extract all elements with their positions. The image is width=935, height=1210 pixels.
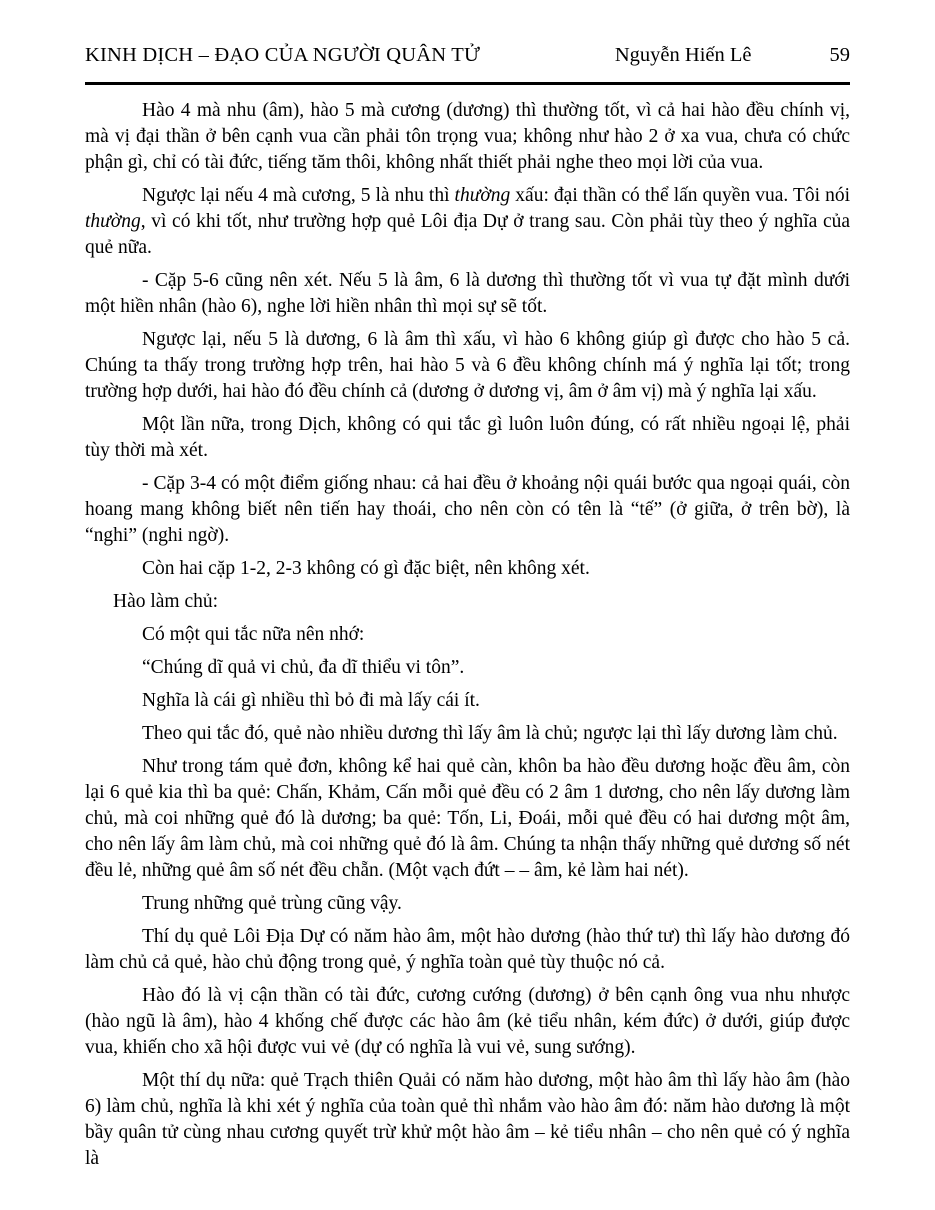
page-header (0, 0, 935, 67)
paragraph-15 (85, 924, 850, 976)
text-segment: Một lần nữa, trong Dịch, không có qui tắc gì luôn luôn đúng, có rất nhiều ngoại lệ, phải tùy thời mà xét. (85, 414, 850, 461)
text-segment: Có một qui tắc nữa nên nhớ: (142, 624, 365, 645)
paragraph-12 (85, 721, 850, 747)
text-segment: Một thí dụ nữa: quẻ Trạch thiên Quải có năm hào dương, một hào âm thì lấy hào âm (hào 6) làm chủ, nghĩa là khi xét ý nghĩa của toàn quẻ thì nhắm vào hào âm đó: năm hào dương là một bầy quân tử cùng nhau cương quyết trừ khử một hào âm – kẻ tiểu nhân – cho nên quẻ có ý nghĩa là (85, 1070, 850, 1169)
text-segment: - Cặp 5-6 cũng nên xét. Nếu 5 là âm, 6 là dương thì thường tốt vì vua tự đặt mình dưới một hiền nhân (hào 6), nghe lời hiền nhân thì mọi sự sẽ tốt. (85, 270, 850, 317)
italic-text-segment: thường (85, 211, 141, 232)
page-body (0, 85, 935, 1172)
paragraph-2 (85, 183, 850, 261)
paragraph-3 (85, 268, 850, 320)
text-segment: - Cặp 3-4 có một điểm giống nhau: cả hai đều ở khoảng nội quái bước qua ngoại quái, còn hoang mang không biết nên tiến hay thoái, cho nên còn có tên là “tế” (ở giữa, ở trên bờ), là “nghi” (nghi ngờ). (85, 473, 850, 546)
page-number: 59 (829, 44, 850, 66)
text-segment: Thí dụ quẻ Lôi Địa Dự có năm hào âm, một hào dương (hào thứ tư) thì lấy hào dương đó làm chủ cả quẻ, hào chủ động trong quẻ, ý nghĩa toàn quẻ tùy thuộc nó cả. (85, 926, 850, 973)
paragraph-5 (85, 412, 850, 464)
paragraph-17 (85, 1068, 850, 1172)
paragraph-9 (85, 622, 850, 648)
text-segment: Theo qui tắc đó, quẻ nào nhiều dương thì lấy âm là chủ; ngược lại thì lấy dương làm chủ. (142, 723, 838, 744)
paragraph-4 (85, 327, 850, 405)
text-segment: “Chúng dĩ quả vi chủ, đa dĩ thiểu vi tôn”. (142, 657, 465, 678)
text-segment: Ngược lại, nếu 5 là dương, 6 là âm thì xấu, vì hào 6 không giúp gì được cho hào 5 cả. Chúng ta thấy trong trường hợp trên, hai hào 5 và 6 đều không chính má ý nghĩa lại tốt; trong trường hợp dưới, hai hào đó đều chính cả (dương ở dương vị, âm ở âm vị) mà ý nghĩa lại xấu. (85, 329, 850, 402)
text-segment: Ngược lại nếu 4 mà cương, 5 là nhu thì (142, 185, 455, 206)
paragraph-1 (85, 98, 850, 176)
paragraph-7 (85, 556, 850, 582)
paragraph-11 (85, 688, 850, 714)
text-segment: Hào 4 mà nhu (âm), hào 5 mà cương (dương) thì thường tốt, vì cả hai hào đều chính vị, mà vị đại thần ở bên cạnh vua cần phải tôn trọng vua; không như hào 2 ở xa vua, chưa có chức phận gì, chỉ có tài đức, tiếng tăm thôi, không nhất thiết phải nghe theo mọi lời của vua. (85, 100, 850, 173)
text-segment: , vì có khi tốt, như trường hợp quẻ Lôi địa Dự ở trang sau. Còn phải tùy theo ý nghĩa của quẻ nữa. (85, 211, 850, 258)
text-segment: Như trong tám quẻ đơn, không kể hai quẻ càn, khôn ba hào đều dương hoặc đều âm, còn lại 6 quẻ kia thì ba quẻ: Chấn, Khảm, Cấn mỗi quẻ đều có 2 âm 1 dương, cho nên lấy dương làm chủ, mà coi những quẻ đó là dương; ba quẻ: Tốn, Li, Đoái, mỗi quẻ đều có hai dương một âm, cho nên lấy âm làm chủ, mà coi những quẻ đó là âm. Chúng ta nhận thấy những quẻ dương số nét đều lẻ, những quẻ âm số nét đều chẵn. (Một vạch đứt – – âm, kẻ làm hai nét). (85, 756, 850, 881)
text-segment: Hào đó là vị cận thần có tài đức, cương cướng (dương) ở bên cạnh ông vua nhu nhược (hào ngũ là âm), hào 4 khống chế được các hào âm (kẻ tiểu nhân, kém đức) ở dưới, giúp được vua, khiến cho xã hội được vui vẻ (dự có nghĩa là vui vẻ, sung sướng). (85, 985, 850, 1058)
paragraph-14 (85, 891, 850, 917)
paragraph-13 (85, 754, 850, 884)
author-name: Nguyễn Hiến Lê (614, 44, 752, 66)
book-title: KINH DỊCH – ĐẠO CỦA NGƯỜI QUÂN TỬ (85, 44, 481, 66)
text-segment: Trung những quẻ trùng cũng vậy. (142, 893, 402, 914)
paragraph-16 (85, 983, 850, 1061)
text-segment: xấu: đại thần có thể lấn quyền vua. Tôi nói (510, 185, 850, 206)
text-segment: Hào làm chủ: (113, 591, 219, 612)
italic-text-segment: thường (454, 185, 511, 206)
paragraph-6 (85, 471, 850, 549)
text-segment: Còn hai cặp 1-2, 2-3 không có gì đặc biệt, nên không xét. (142, 558, 590, 579)
paragraph-10 (85, 655, 850, 681)
text-segment: Nghĩa là cái gì nhiều thì bỏ đi mà lấy cái ít. (142, 690, 480, 711)
paragraph-8 (85, 589, 850, 615)
